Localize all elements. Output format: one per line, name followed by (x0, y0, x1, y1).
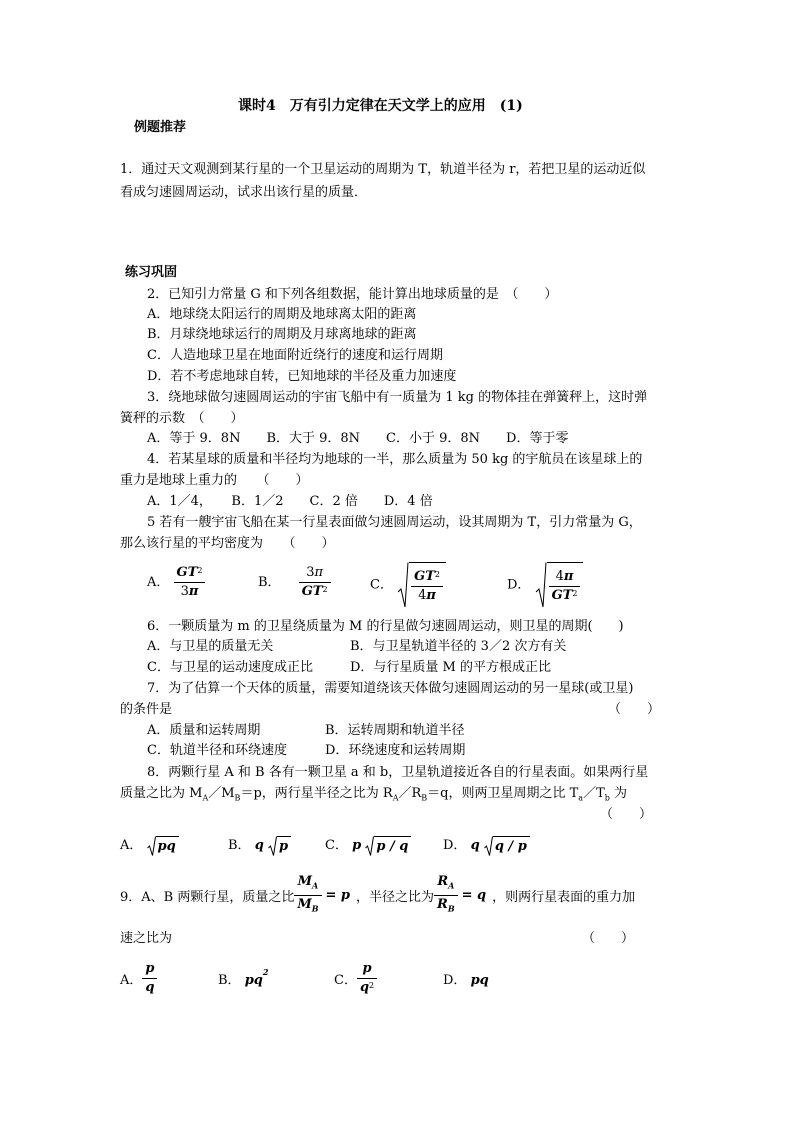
question-7-line-2: 的条件是 (120, 702, 173, 717)
question-6-option-c: C．与卫星的运动速度成正比 (147, 660, 313, 675)
question-7-answer-bracket: （ ） (608, 702, 661, 717)
question-2-option-c: C．人造地球卫星在地面附近绕行的速度和运行周期 (147, 348, 443, 363)
question-5-line-2: 那么该行星的平均密度为 （ ） (120, 536, 335, 551)
question-9-answer-bracket: （ ） (582, 931, 635, 946)
question-5-option-b (258, 565, 331, 600)
formula-pq: pq (470, 973, 489, 988)
question-9-option-b (218, 969, 268, 988)
question-8-option-c: C． p p / q (325, 834, 411, 856)
formula-ra-over-rb: $\frac{R_A}{R_B}$ (434, 874, 458, 916)
question-3-line-1: 3．绕地球做匀速圆周运动的宇宙飞船中有一质量为 1 kg 的物体挂在弹簧秤上，这时弹 (147, 390, 648, 405)
option-label: C． (370, 577, 393, 593)
question-2-option-d: D．若不考虑地球自转，已知地球的半径及重力加速度 (147, 369, 457, 384)
page-title: 课时4 万有引力定律在天文学上的应用 (1) (238, 98, 523, 114)
question-3-options: A．等于 9．8N B．大于 9．8N C．小于 9．8N D．等于零 (147, 431, 569, 446)
formula-p-over-q-squared: $\frac{p}{q^2}$ (357, 961, 377, 996)
option-label: B． (258, 575, 281, 590)
question-7-option-c: C．轨道半径和环绕速度 (147, 743, 287, 758)
question-8-line-2: 质量之比为 $M_A/M_B=p$，两行星半径之比为 $R_A/R_B=q$，则两卫星周期之比 $T_a/T_b$ 为 (120, 786, 628, 803)
option-label: A． (147, 575, 170, 590)
question-2-option-b: B．月球绕地球运行的周期及月球离地球的距离 (147, 327, 417, 342)
option-label: C． (334, 973, 357, 988)
formula-equals-q: = q (461, 887, 487, 903)
question-3-line-2: 簧秤的示数 （ ） (120, 411, 244, 426)
formula-sqrt-pq: pq (147, 836, 179, 856)
formula-q-sqrt-p: p (268, 836, 291, 856)
question-9-option-a (120, 961, 157, 996)
option-label: C． (325, 838, 348, 853)
formula-p-over-q: $\frac{p}{q}$ (142, 961, 157, 996)
question-6-option-a: A．与卫星的质量无关 (147, 639, 274, 654)
option-label: A． (120, 838, 143, 853)
question-4-line-1: 4．若某星球的质量和半径均为地球的一半，那么质量为 50 kg 的宇航员在该星球上的 (147, 452, 643, 467)
option-label: D． (443, 838, 467, 853)
formula-gt2-over-3pi: $\frac{GT^2}{3\pi}$ (174, 565, 206, 600)
formula-ma-over-mb: $\frac{M_A}{M_B}$ (294, 874, 321, 916)
formula-p-sqrt-p-over-q: p / q (365, 836, 411, 856)
formula-q-sqrt-q-over-p: q / p (484, 836, 530, 856)
question-9-text-2: ，半径之比为 (356, 889, 435, 905)
option-label: B． (228, 838, 251, 853)
question-9-line-1 (120, 874, 635, 916)
formula-equals-p: = p (325, 887, 351, 903)
question-8-answer-bracket: （ ） (600, 807, 653, 822)
question-1-line-2: 看成匀速圆周运动，试求出该行星的质量． (120, 185, 368, 200)
formula-pq-squared: $pq^2$ (244, 967, 269, 988)
section-heading-practice: 练习巩固 (125, 265, 178, 280)
section-heading-examples: 例题推荐 (134, 120, 187, 135)
question-2: 2．已知引力常量 G 和下列各组数据，能计算出地球质量的是 （ ） (147, 287, 558, 302)
question-5-option-d (507, 562, 583, 608)
option-label: D． (507, 577, 531, 593)
question-5-line-1: 5 若有一艘宇宙飞船在某一行星表面做匀速圆周运动，设其周期为 T，引力常量为 G， (147, 515, 642, 530)
question-1-line-1: 1．通过天文观测到某行星的一个卫星运动的周期为 T，轨道半径为 r，若把卫星的运动近似 (120, 162, 646, 177)
question-5-option-a (147, 565, 205, 600)
question-4-options: A．1／4， B．1／2 C．2 倍 D．4 倍 (147, 494, 433, 509)
option-label: A． (120, 973, 143, 988)
question-5-option-c (370, 562, 446, 608)
question-6: 6．一颗质量为 m 的卫星绕质量为 M 的行星做匀速圆周运动，则卫星的周期( ) (147, 619, 624, 634)
question-9-text-1: 9．A、B 两颗行星，质量之比 (120, 889, 295, 905)
option-label: D． (443, 973, 467, 988)
question-9-line-2: 速之比为 (120, 931, 173, 946)
option-label: B． (218, 973, 241, 988)
question-6-option-d: D．与行星质量 M 的平方根成正比 (350, 660, 551, 675)
formula-sqrt-4pi-over-gt2: $\frac{4\pi}{GT^2}$ (535, 562, 584, 608)
question-9-option-d (443, 969, 489, 988)
formula-3pi-over-gt2: $\frac{3\pi}{GT^2}$ (299, 565, 331, 600)
question-8-option-d: D． q q / p (443, 834, 530, 856)
question-6-option-b: B．与卫星轨道半径的 3／2 次方有关 (350, 639, 567, 654)
question-8-option-a (120, 834, 179, 856)
question-4-line-2: 重力是地球上重力的 （ ） (120, 473, 309, 488)
question-7-line-1: 7．为了估算一个天体的质量，需要知道绕该天体做匀速圆周运动的另一星球(或卫星) (147, 681, 634, 696)
question-8-option-b: B． q p (228, 834, 291, 856)
question-7-option-a: A．质量和运转周期 (147, 723, 261, 738)
question-7-option-b: B．运转周期和轨道半径 (325, 723, 465, 738)
question-7-option-d: D．环绕速度和运转周期 (325, 743, 466, 758)
question-9-text-3: ，则两行星表面的重力加 (492, 889, 636, 905)
question-8-line-1: 8．两颗行星 A 和 B 各有一颗卫星 a 和 b，卫星轨道接近各自的行星表面。如果两行星 (147, 765, 649, 780)
question-2-option-a: A．地球绕太阳运行的周期及地球离太阳的距离 (147, 307, 417, 322)
formula-sqrt-gt2-over-4pi: $\frac{GT^2}{4\pi}$ (397, 562, 446, 608)
question-9-option-c (334, 961, 377, 996)
